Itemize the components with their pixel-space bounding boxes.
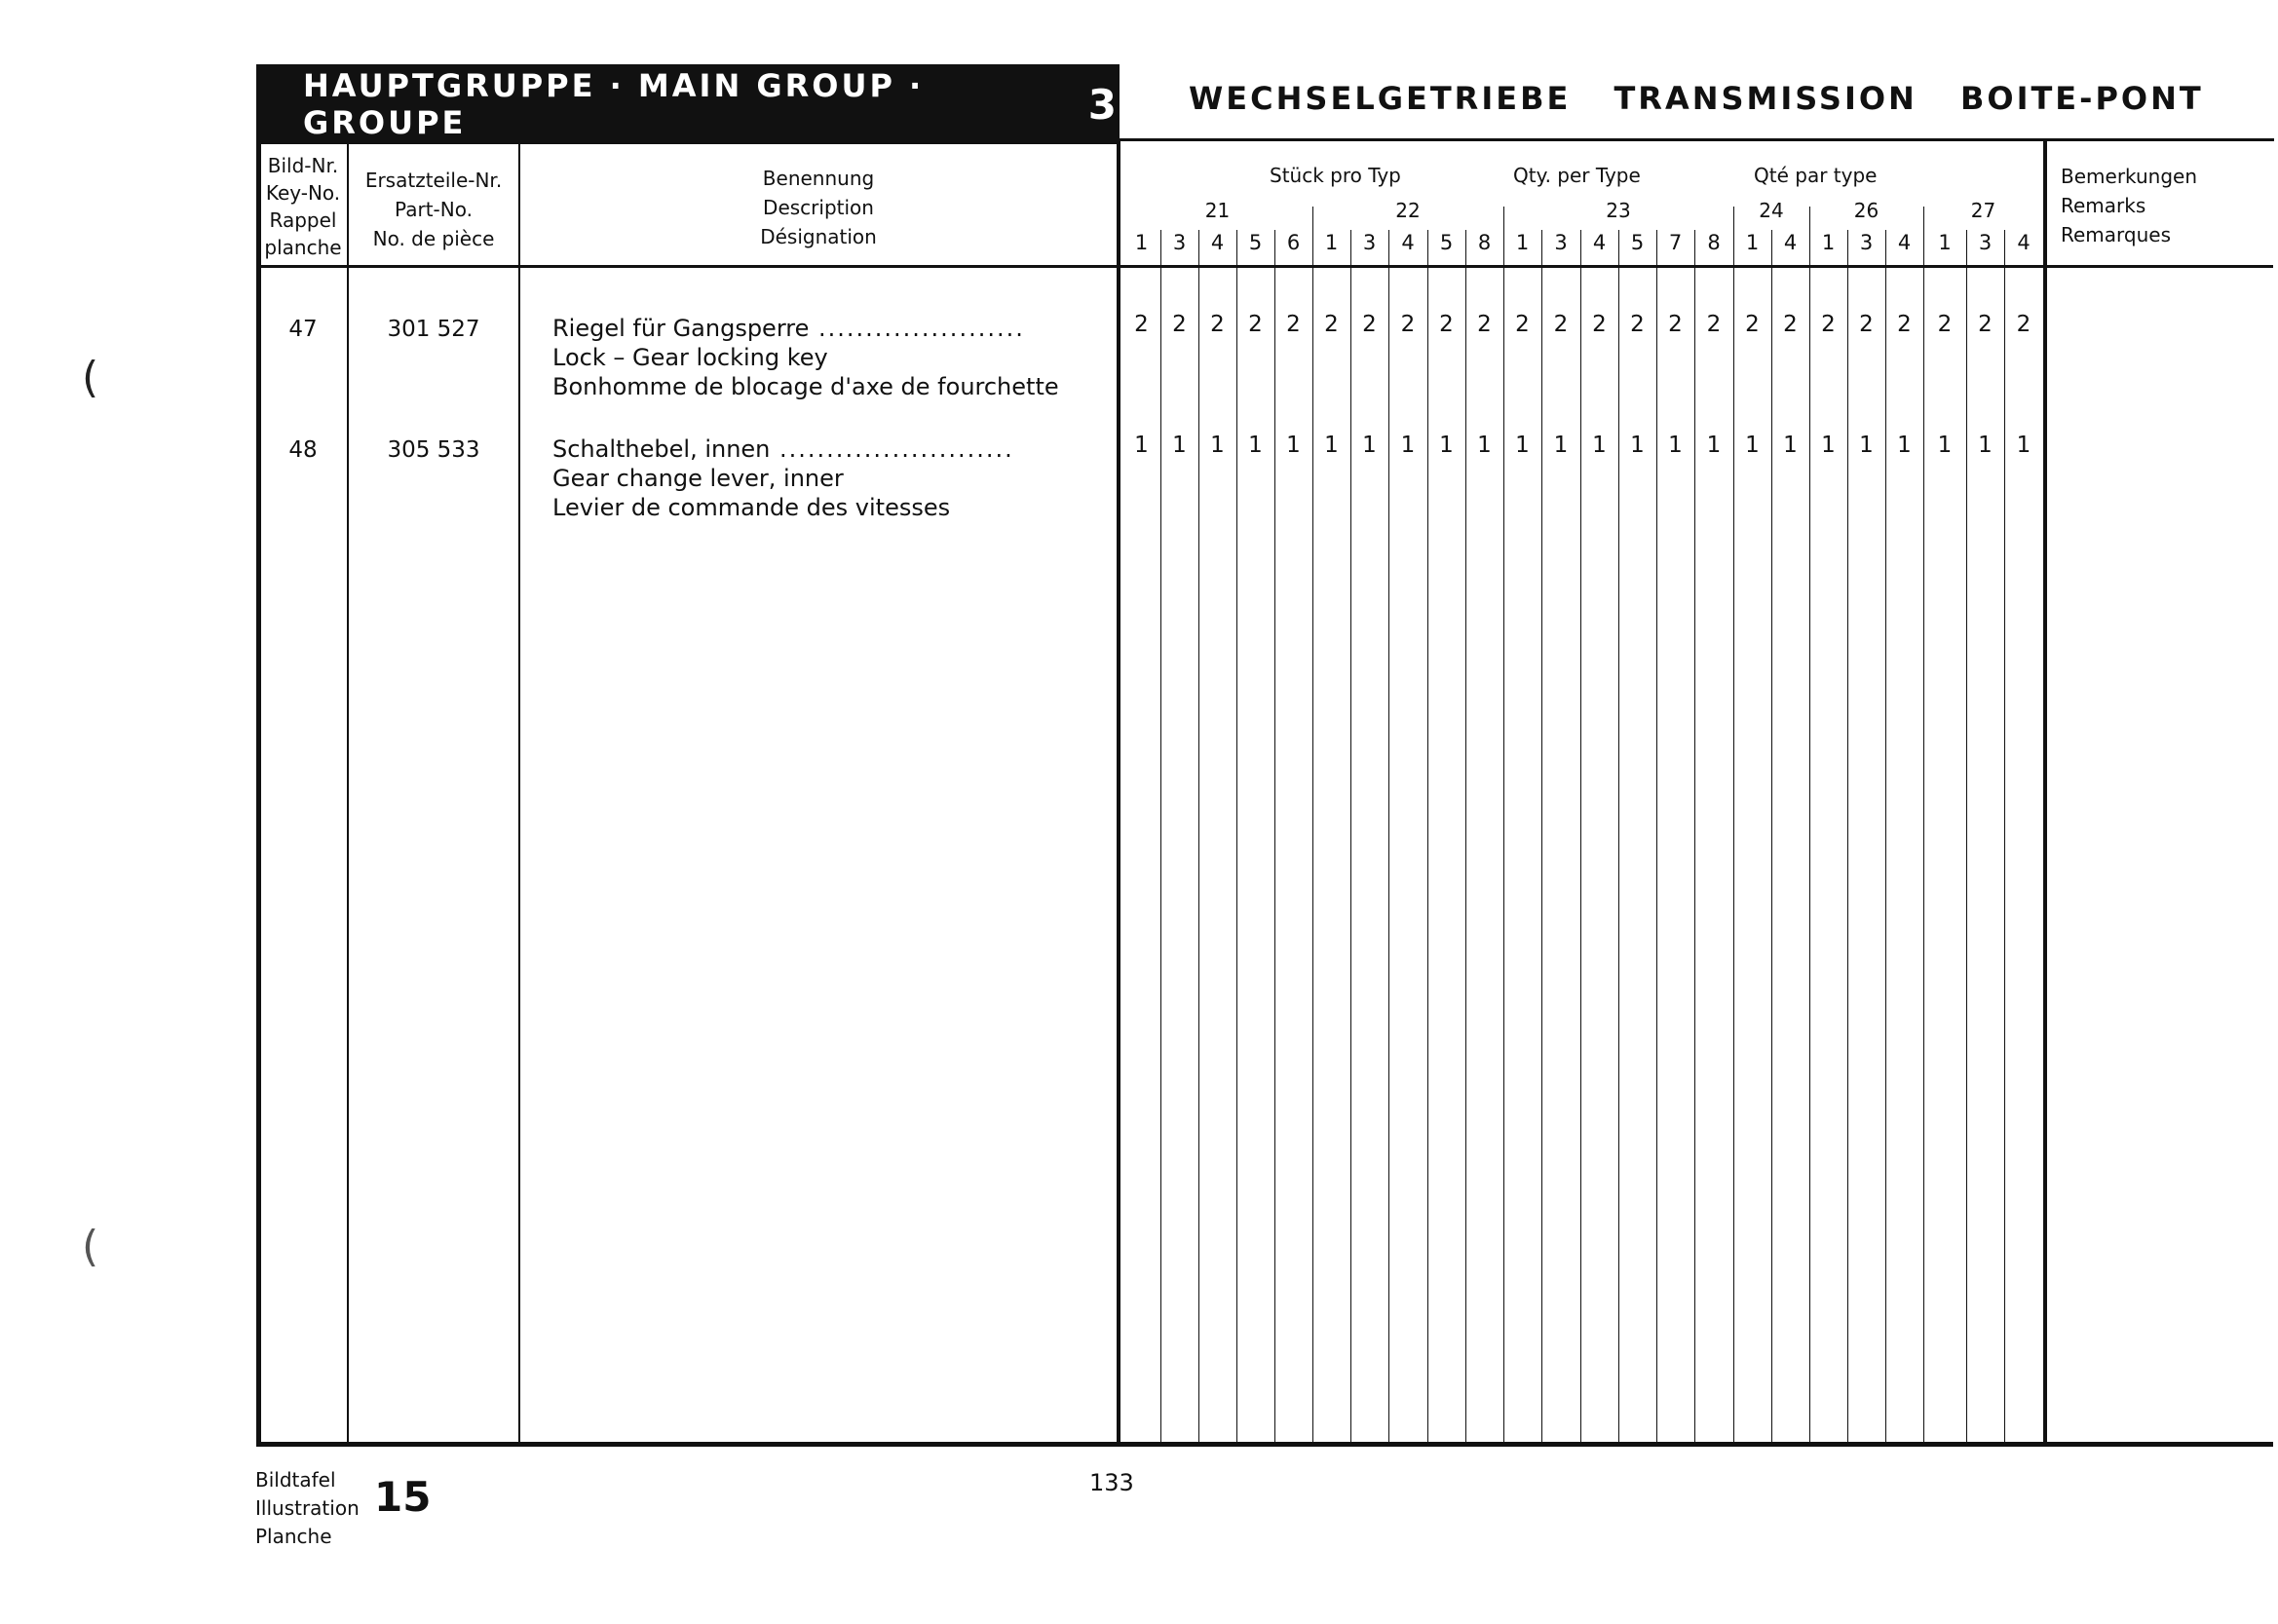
title-fr: BOITE-PONT — [1959, 80, 2204, 117]
qty-cell: 2 — [1248, 312, 1263, 337]
subtype-label: 3 — [1172, 231, 1187, 254]
subtype-label: 7 — [1668, 231, 1683, 254]
qty-cell: 2 — [1477, 312, 1492, 337]
subtype-column-rule — [1160, 230, 1161, 1444]
col-rule-remarks — [2043, 138, 2047, 1444]
qty-cell: 2 — [1937, 312, 1953, 337]
qty-cell: 1 — [1248, 433, 1263, 458]
subtype-label: 4 — [1783, 231, 1798, 254]
page-number: 133 — [1089, 1469, 1134, 1496]
subtype-column-rule — [1656, 230, 1657, 1444]
plate-label-fr: Planche — [255, 1525, 332, 1548]
subtype-label: 3 — [1859, 231, 1874, 254]
type-group-label: 24 — [1759, 199, 1784, 222]
subtype-column-rule — [1618, 230, 1619, 1444]
subtype-column-rule — [1809, 207, 1810, 1444]
qty-cell: 2 — [1978, 312, 1993, 337]
qty-cell: 1 — [1821, 433, 1836, 458]
qty-cell: 1 — [1134, 433, 1149, 458]
leader-dots: ......................... — [770, 435, 1014, 463]
key-header-fr2: planche — [264, 236, 342, 259]
qty-cell: 2 — [1210, 312, 1225, 337]
qty-cell: 2 — [1668, 312, 1683, 337]
subtype-column-rule — [1885, 230, 1886, 1444]
subtype-label: 8 — [1707, 231, 1721, 254]
plate-label-de: Bildtafel — [255, 1468, 336, 1492]
row-47-part: 301 527 — [387, 317, 480, 342]
remarks-header — [2061, 162, 2197, 249]
subtype-column-rule — [1503, 207, 1504, 1444]
subtype-column-rule — [1847, 230, 1848, 1444]
desc-header-fr: Désignation — [760, 225, 877, 248]
desc-header — [520, 164, 1117, 251]
subtype-label: 4 — [1897, 231, 1912, 254]
qty-cell: 2 — [1859, 312, 1874, 337]
plate-labels — [255, 1466, 360, 1551]
qty-cell: 2 — [1783, 312, 1798, 337]
qty-cell: 2 — [1630, 312, 1645, 337]
subtype-column-rule — [1580, 230, 1581, 1444]
subtype-label: 4 — [1592, 231, 1607, 254]
plate-label-en: Illustration — [255, 1496, 360, 1520]
row-47-desc-en: Lock – Gear locking key — [552, 344, 828, 371]
row-48-description — [552, 434, 1014, 522]
subtype-label: 1 — [1938, 231, 1952, 254]
key-header-de: Bild-Nr. — [267, 154, 339, 177]
subtype-label: 3 — [1978, 231, 1993, 254]
subtype-label: 1 — [1821, 231, 1836, 254]
row-48-desc-de: Schalthebel, innen — [552, 435, 771, 463]
subtype-column-rule — [1733, 207, 1734, 1444]
subtype-label: 5 — [1248, 231, 1263, 254]
qty-cell: 1 — [1400, 433, 1416, 458]
group-label: HAUPTGRUPPE · MAIN GROUP · GROUPE — [303, 67, 925, 141]
qty-header-fr: Qté par type — [1754, 164, 1878, 187]
type-group-label: 22 — [1395, 199, 1421, 222]
qty-cell: 2 — [1553, 312, 1569, 337]
type-group-label: 23 — [1606, 199, 1631, 222]
qty-cell: 2 — [1172, 312, 1187, 337]
main-group-banner — [256, 64, 1120, 144]
subtype-label: 1 — [1745, 231, 1760, 254]
qty-cell: 1 — [1978, 433, 1993, 458]
qty-cell: 2 — [1439, 312, 1454, 337]
subtype-column-rule — [1966, 230, 1967, 1444]
key-header-fr1: Rappel — [269, 208, 337, 232]
qty-header-en: Qty. per Type — [1513, 164, 1641, 187]
qty-cell: 1 — [1783, 433, 1798, 458]
qty-cell: 1 — [1439, 433, 1454, 458]
col-rule-part — [518, 144, 520, 1444]
subtype-label: 1 — [1134, 231, 1149, 254]
subtype-label: 4 — [1210, 231, 1225, 254]
qty-cell: 2 — [1706, 312, 1722, 337]
remarks-header-de: Bemerkungen — [2061, 165, 2198, 188]
remarks-header-en: Remarks — [2061, 194, 2146, 217]
table-bottom-rule — [256, 1442, 2273, 1447]
subtype-label: 1 — [1515, 231, 1530, 254]
subtype-label: 4 — [1401, 231, 1415, 254]
row-48-desc-fr: Levier de commande des vitesses — [552, 494, 951, 521]
qty-cell: 2 — [1400, 312, 1416, 337]
subtype-label: 3 — [1554, 231, 1568, 254]
qty-cell: 1 — [1592, 433, 1607, 458]
title-de: WECHSELGETRIEBE — [1189, 80, 1572, 117]
subtype-column-rule — [1694, 230, 1695, 1444]
qty-cell: 1 — [1859, 433, 1874, 458]
row-47-desc-de: Riegel für Gangsperre — [552, 315, 810, 342]
remarks-header-fr: Remarques — [2061, 223, 2172, 246]
part-header-de: Ersatzteile-Nr. — [364, 169, 503, 192]
qty-cell: 1 — [1515, 433, 1530, 458]
row-47-description — [552, 314, 1059, 401]
title-en: TRANSMISSION — [1614, 80, 1917, 117]
key-header-en: Key-No. — [265, 181, 341, 205]
qty-cell: 2 — [1362, 312, 1377, 337]
qty-cell: 1 — [1210, 433, 1225, 458]
subtype-column-rule — [1274, 230, 1275, 1444]
binder-hole-mark: ( — [82, 353, 99, 402]
qty-cell: 1 — [1324, 433, 1339, 458]
leader-dots: ...................... — [809, 315, 1025, 342]
qty-cell: 2 — [1745, 312, 1760, 337]
subtype-column-rule — [1198, 230, 1199, 1444]
subtype-label: 5 — [1439, 231, 1454, 254]
subtype-column-rule — [1541, 230, 1542, 1444]
qty-cell: 2 — [1324, 312, 1339, 337]
qty-cell: 1 — [1937, 433, 1953, 458]
part-header-en: Part-No. — [395, 198, 473, 221]
plate-number: 15 — [374, 1473, 432, 1521]
qty-cell: 2 — [1592, 312, 1607, 337]
row-48-part: 305 533 — [387, 437, 480, 463]
qty-cell: 1 — [2016, 433, 2031, 458]
row-47-desc-fr: Bonhomme de blocage d'axe de fourchette — [552, 373, 1059, 400]
qty-cell: 2 — [1134, 312, 1149, 337]
part-header-fr: No. de pièce — [372, 227, 495, 250]
subtype-label: 3 — [1362, 231, 1377, 254]
binder-hole-mark: ( — [82, 1222, 99, 1271]
col-rule-desc — [1117, 138, 1120, 1444]
row-48-key: 48 — [288, 437, 318, 463]
desc-header-en: Description — [763, 196, 874, 219]
qty-cell: 1 — [1706, 433, 1722, 458]
subtype-column-rule — [1771, 230, 1772, 1444]
subtype-column-rule — [1236, 230, 1237, 1444]
qty-cell: 1 — [1477, 433, 1492, 458]
header-bottom-rule — [256, 265, 2273, 268]
type-group-label: 27 — [1970, 199, 1996, 222]
subtype-column-rule — [1312, 207, 1313, 1444]
qty-header-de: Stück pro Typ — [1270, 164, 1401, 187]
subtype-column-rule — [1427, 230, 1428, 1444]
subtype-label: 4 — [2017, 231, 2031, 254]
qty-cell: 1 — [1630, 433, 1645, 458]
desc-header-de: Benennung — [762, 167, 875, 190]
subtype-label: 6 — [1286, 231, 1301, 254]
subtype-label: 5 — [1630, 231, 1645, 254]
section-title — [1189, 80, 2233, 117]
subtype-label: 8 — [1477, 231, 1492, 254]
qty-cell: 2 — [1286, 312, 1301, 337]
qty-cell: 1 — [1668, 433, 1683, 458]
qty-cell: 2 — [1821, 312, 1836, 337]
row-48-desc-en: Gear change lever, inner — [552, 465, 844, 492]
qty-cell: 1 — [1553, 433, 1569, 458]
subtype-column-rule — [1923, 207, 1924, 1444]
qty-cell: 1 — [1286, 433, 1301, 458]
qty-cell: 1 — [1745, 433, 1760, 458]
group-number: 3 — [1087, 80, 1120, 129]
qty-cell: 1 — [1172, 433, 1187, 458]
type-group-label: 21 — [1204, 199, 1231, 222]
qty-cell: 2 — [1897, 312, 1912, 337]
header-top-rule — [1120, 138, 2274, 141]
type-group-label: 26 — [1853, 199, 1879, 222]
subtype-label: 1 — [1324, 231, 1339, 254]
qty-cell: 2 — [1515, 312, 1530, 337]
subtype-column-rule — [2004, 230, 2005, 1444]
subtype-column-rule — [1388, 230, 1389, 1444]
part-header — [349, 166, 518, 253]
subtype-column-rule — [1465, 230, 1466, 1444]
qty-cell: 1 — [1897, 433, 1912, 458]
qty-cell: 2 — [2016, 312, 2031, 337]
subtype-column-rule — [1350, 230, 1351, 1444]
qty-cell: 1 — [1362, 433, 1377, 458]
row-47-key: 47 — [288, 317, 318, 342]
key-header — [258, 152, 348, 261]
